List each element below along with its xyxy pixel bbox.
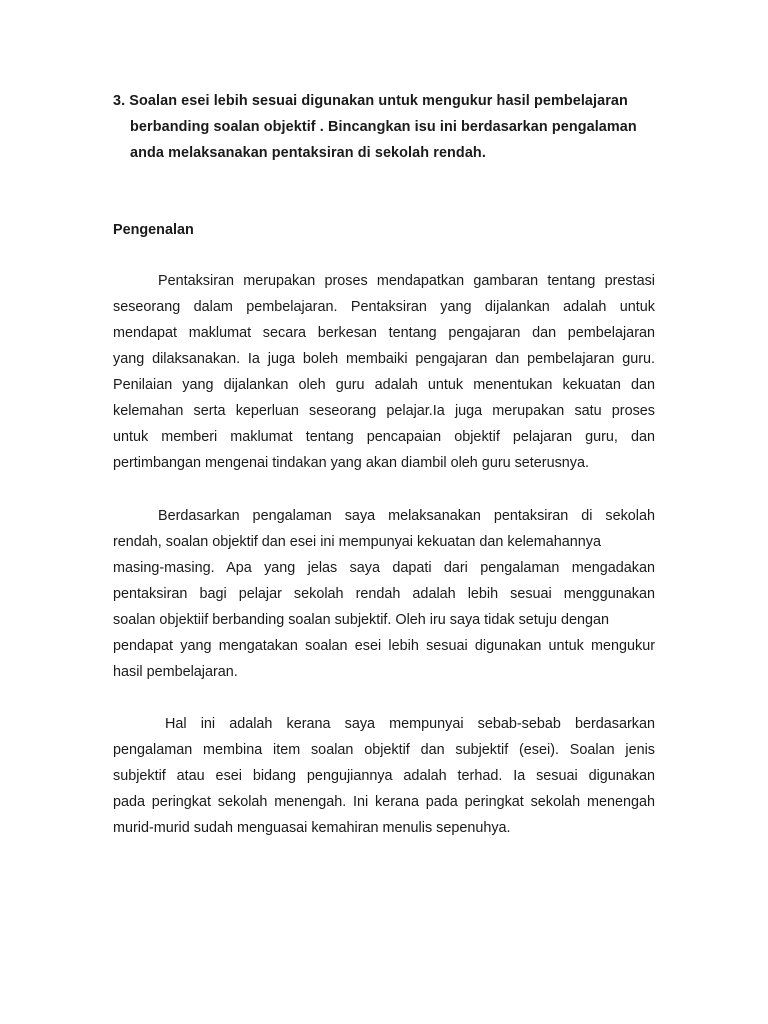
paragraph-line: masing-masing. Apa yang jelas saya dapati dari pengalaman mengadakan [113, 560, 655, 576]
question-line: anda melaksanakan pentaksiran di sekolah rendah. [130, 145, 486, 161]
paragraph-line: kelemahan serta keperluan seseorang pelajar.Ia juga merupakan satu proses [113, 403, 655, 419]
paragraph-line: soalan objektiif berbanding soalan subjektif. Oleh iru saya tidak setuju dengan [113, 612, 609, 628]
paragraph-line: seseorang dalam pembelajaran. Pentaksiran yang dijalankan adalah untuk [113, 299, 655, 315]
essay-question [113, 88, 673, 166]
paragraph-line: pengalaman membina item soalan objektif dan subjektif (esei). Soalan jenis [113, 742, 655, 758]
paragraph-line: untuk memberi maklumat tentang pencapaian objektif pelajaran guru, dan [113, 429, 655, 445]
paragraph-line: yang dilaksanakan. Ia juga boleh membaiki pengajaran dan pembelajaran guru. [113, 351, 655, 367]
paragraph-line: Hal ini adalah kerana saya mempunyai sebab-sebab berdasarkan [165, 716, 655, 732]
section-heading: Pengenalan [113, 222, 194, 238]
paragraph-line: Pentaksiran merupakan proses mendapatkan gambaran tentang prestasi [158, 273, 655, 289]
paragraph-line: hasil pembelajaran. [113, 664, 238, 680]
paragraph-line: subjektif atau esei bidang pengujiannya adalah terhad. Ia sesuai digunakan [113, 768, 655, 784]
paragraph-line: pada peringkat sekolah menengah. Ini kerana pada peringkat sekolah menengah [113, 794, 655, 810]
paragraph-line: Penilaian yang dijalankan oleh guru adalah untuk menentukan kekuatan dan [113, 377, 655, 393]
paragraph-3 [113, 711, 655, 841]
paragraph-line: Berdasarkan pengalaman saya melaksanakan pentaksiran di sekolah [158, 508, 655, 524]
paragraph-line: pentaksiran bagi pelajar sekolah rendah adalah lebih sesuai menggunakan [113, 586, 655, 602]
paragraph-line: mendapat maklumat secara berkesan tentang pengajaran dan pembelajaran [113, 325, 655, 341]
question-line: berbanding soalan objektif . Bincangkan isu ini berdasarkan pengalaman [130, 119, 637, 135]
paragraph-line: pendapat yang mengatakan soalan esei lebih sesuai digunakan untuk mengukur [113, 638, 655, 654]
paragraph-1 [113, 268, 655, 476]
question-line: 3. Soalan esei lebih sesuai digunakan untuk mengukur hasil pembelajaran [113, 93, 628, 109]
paragraph-line: pertimbangan mengenai tindakan yang akan diambil oleh guru seterusnya. [113, 455, 590, 471]
paragraph-line: murid-murid sudah menguasai kemahiran menulis sepenuhya. [113, 820, 511, 836]
paragraph-2 [113, 503, 655, 685]
paragraph-line: rendah, soalan objektif dan esei ini mempunyai kekuatan dan kelemahannya [113, 534, 602, 550]
